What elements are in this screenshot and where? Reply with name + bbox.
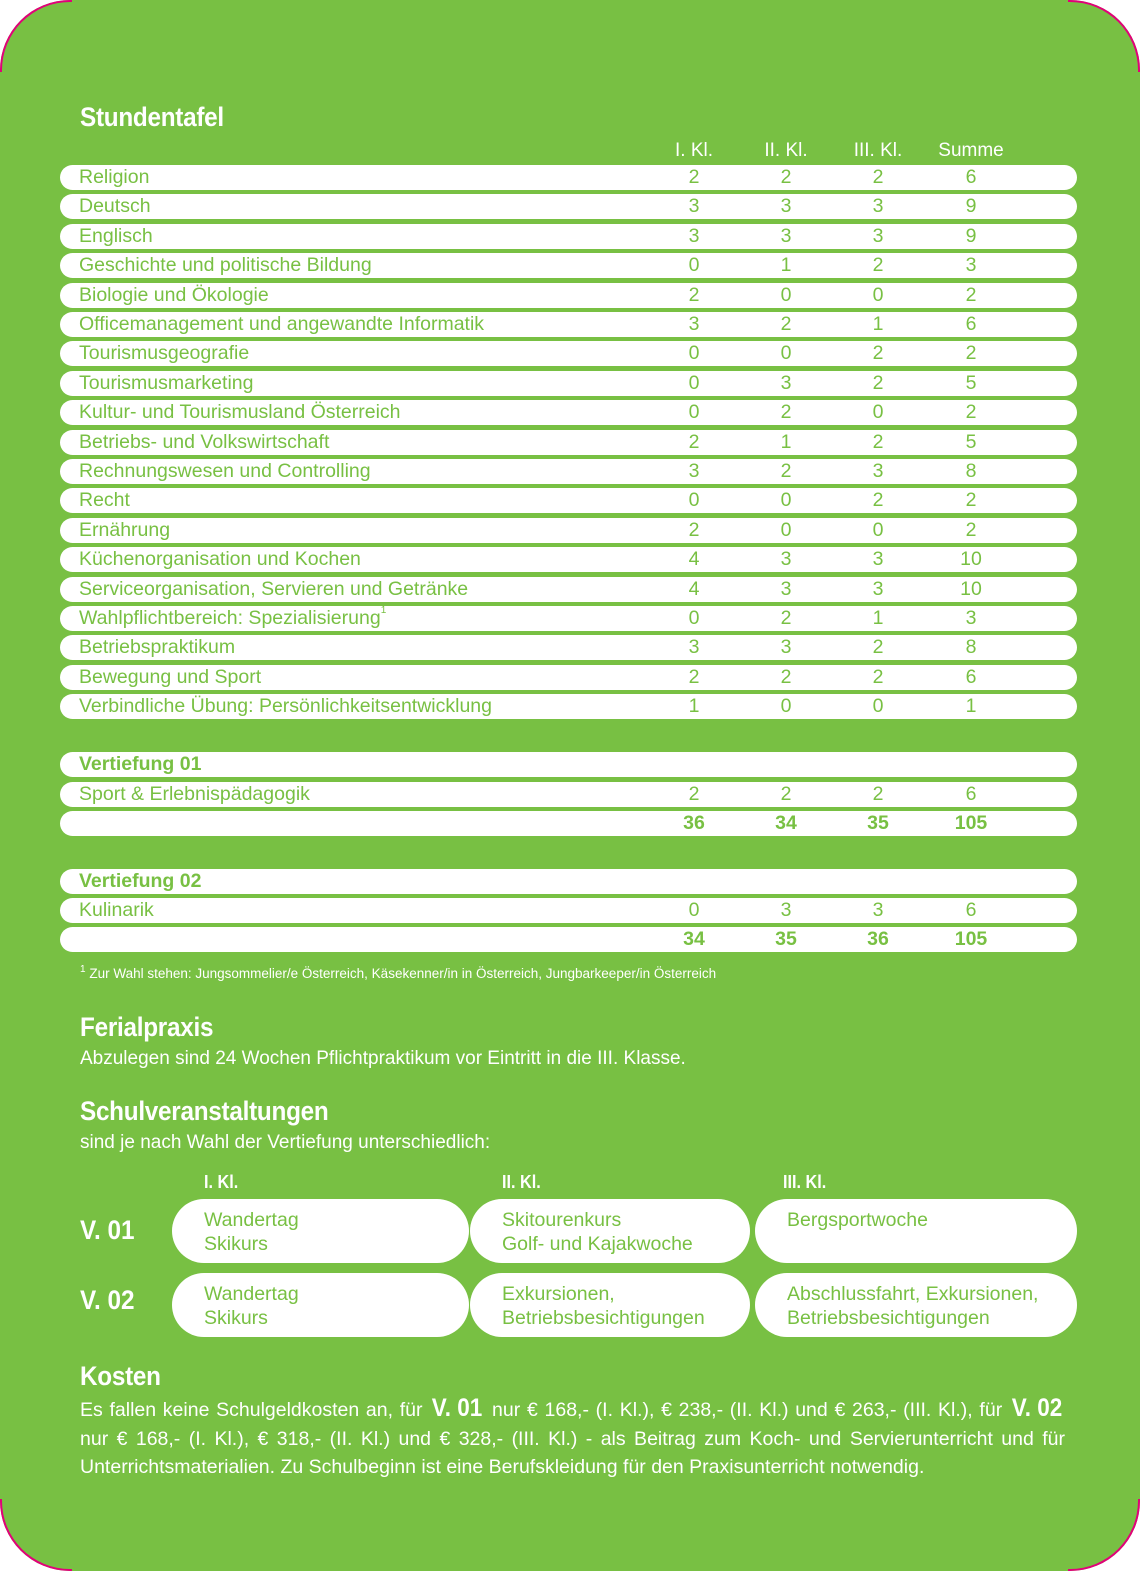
value-summe: 8 [965, 460, 977, 482]
kosten-text [80, 1394, 1065, 1482]
subject-name [79, 254, 372, 277]
table-row [60, 430, 1077, 455]
value-ii: 0 [780, 283, 792, 306]
table-row [60, 165, 1077, 190]
table-row [60, 400, 1077, 425]
value-summe: 2 [965, 489, 977, 512]
value-iii: 0 [872, 401, 884, 424]
event-cell [755, 1273, 1077, 1337]
event-cell [470, 1199, 750, 1263]
value-iii: 0 [872, 283, 884, 306]
value-iii: 2 [872, 783, 884, 805]
value-ii: 1 [780, 430, 792, 453]
value-summe: 1 [965, 695, 977, 718]
value-ii: 2 [780, 166, 792, 188]
events-column-i: I. Kl. [204, 1172, 239, 1192]
value-iii: 2 [872, 489, 884, 512]
total-summe: 105 [954, 812, 988, 834]
subject-name [79, 342, 249, 365]
value-ii: 2 [780, 313, 792, 335]
subject-name [79, 489, 130, 512]
event-line: Golf- und Kajakwoche [502, 1233, 693, 1255]
subject-name [79, 607, 386, 630]
event-cell [172, 1199, 469, 1263]
value-i: 2 [688, 665, 700, 688]
subject-name [79, 166, 149, 189]
value-i: 0 [688, 254, 700, 277]
vertiefung-02-title: Vertiefung 02 [79, 870, 202, 892]
value-ii: 2 [780, 460, 792, 482]
value-ii: 3 [780, 224, 792, 247]
value-summe: 6 [965, 783, 977, 805]
events-column-ii: II. Kl. [502, 1172, 541, 1192]
value-iii: 2 [872, 665, 884, 688]
value-summe: 10 [960, 577, 982, 600]
value-summe: 5 [965, 371, 977, 394]
event-line: Wandertag [204, 1283, 299, 1305]
table-row [60, 665, 1077, 690]
subject-name [79, 431, 329, 454]
value-ii: 2 [780, 665, 792, 688]
value-ii: 0 [780, 489, 792, 512]
value-summe: 6 [965, 313, 977, 335]
column-header-summe: Summe [938, 140, 1004, 161]
table-row [60, 253, 1077, 278]
ferialpraxis-text: Abzulegen sind 24 Wochen Pflichtpraktikum vor Eintritt in die III. Klasse. [80, 1048, 686, 1069]
subject-name: Sport & Erlebnispädagogik [79, 783, 310, 805]
value-i: 3 [688, 460, 700, 482]
subject-name [79, 636, 235, 659]
value-ii: 3 [780, 548, 792, 571]
value-iii: 0 [872, 695, 884, 718]
value-summe: 6 [965, 665, 977, 688]
value-i: 4 [688, 577, 700, 600]
value-i: 2 [688, 518, 700, 541]
value-i: 3 [688, 224, 700, 247]
subject-name [79, 519, 170, 542]
event-cell [470, 1273, 750, 1337]
value-iii: 2 [872, 430, 884, 453]
total-iii: 35 [867, 812, 889, 834]
value-iii: 2 [872, 166, 884, 188]
event-line: Betriebsbesichtigungen [502, 1307, 705, 1329]
value-i: 0 [688, 489, 700, 512]
subject-name [79, 666, 261, 689]
subject-name [79, 372, 253, 395]
footnote [80, 966, 716, 981]
total-ii: 35 [775, 928, 797, 950]
subject-name-text: Officemanagement und angewandte Informatik [79, 313, 485, 335]
total-i: 34 [683, 928, 705, 950]
value-i: 1 [688, 695, 700, 718]
stundentafel-title: Stundentafel [80, 102, 224, 132]
event-line: Skikurs [204, 1307, 268, 1329]
event-line: Skikurs [204, 1233, 268, 1255]
footnote-ref: 1 [380, 605, 387, 616]
value-i: 0 [688, 371, 700, 394]
footnote-mark: 1 [80, 964, 86, 975]
value-ii: 2 [780, 401, 792, 424]
table-row [60, 488, 1077, 513]
value-i: 0 [688, 899, 700, 921]
value-ii: 3 [780, 577, 792, 600]
corner-mark [1068, 1499, 1140, 1571]
event-line: Bergsportwoche [787, 1209, 928, 1231]
subject-name-text: Wahlpflichtbereich: Spezialisierung [79, 607, 381, 629]
event-cell [172, 1273, 469, 1337]
event-line: Betriebsbesichtigungen [787, 1307, 990, 1329]
value-i: 2 [688, 283, 700, 306]
value-iii: 2 [872, 254, 884, 277]
totals-row [60, 927, 1077, 952]
table-row [60, 694, 1077, 719]
value-iii: 3 [872, 577, 884, 600]
subject-name-text: Rechnungswesen und Controlling [79, 460, 371, 482]
value-iii: 3 [872, 195, 884, 218]
value-summe: 2 [965, 518, 977, 541]
v02-label: V. 02 [80, 1285, 135, 1315]
ferialpraxis-title: Ferialpraxis [80, 1012, 214, 1042]
table-row [60, 194, 1077, 219]
event-line: Wandertag [204, 1209, 299, 1231]
column-header-ii: II. Kl. [764, 140, 808, 161]
value-summe: 9 [965, 224, 977, 247]
footnote-text: Zur Wahl stehen: Jungsommelier/e Österreich, Käsekenner/in in Österreich, Jungbarkeeper/in Österreich [89, 966, 717, 981]
value-iii: 2 [872, 342, 884, 365]
value-iii: 3 [872, 460, 884, 482]
subject-name-text: Religion [79, 166, 150, 188]
event-line: Abschlussfahrt, Exkursionen, [787, 1283, 1039, 1305]
events-column-iii: III. Kl. [783, 1172, 827, 1192]
value-ii: 0 [780, 342, 792, 365]
value-ii: 1 [780, 254, 792, 277]
value-ii: 3 [780, 371, 792, 394]
value-summe: 10 [960, 548, 982, 571]
value-summe: 5 [965, 430, 977, 453]
event-cell [755, 1199, 1077, 1263]
subject-name [79, 401, 401, 424]
subject-name [79, 695, 492, 718]
value-i: 0 [688, 401, 700, 424]
total-ii: 34 [775, 812, 797, 834]
subject-name-text: Serviceorganisation, Servieren und Getränke [79, 577, 469, 600]
value-i: 3 [688, 195, 700, 218]
table-row [60, 459, 1077, 484]
value-i: 3 [688, 636, 700, 659]
event-line: Exkursionen, [502, 1283, 615, 1305]
value-summe: 2 [965, 342, 977, 365]
table-row [60, 547, 1077, 572]
schulveranstaltungen-title: Schulveranstaltungen [80, 1096, 329, 1126]
subject-name [79, 578, 468, 601]
column-header-iii: III. Kl. [853, 140, 903, 161]
value-summe: 2 [965, 401, 977, 424]
total-summe: 105 [954, 928, 988, 950]
value-summe: 8 [965, 636, 977, 659]
subject-name [79, 195, 151, 218]
table-row [60, 224, 1077, 249]
value-iii: 3 [872, 899, 884, 921]
value-summe: 3 [965, 607, 977, 629]
subject-name-text: Betriebspraktikum [79, 636, 236, 659]
total-iii: 36 [867, 928, 889, 950]
subject-name-text: Biologie und Ökologie [79, 283, 269, 306]
value-summe: 2 [965, 283, 977, 306]
value-iii: 3 [872, 548, 884, 571]
value-i: 4 [688, 548, 700, 571]
value-ii: 0 [780, 695, 792, 718]
kosten-title: Kosten [80, 1361, 161, 1391]
subject-name-text: Tourismusgeografie [79, 342, 250, 365]
value-iii: 0 [872, 518, 884, 541]
table-row [60, 577, 1077, 602]
event-line: Skitourenkurs [502, 1209, 622, 1231]
subject-name-text: Kultur- und Tourismusland Österreich [79, 401, 401, 424]
value-i: 0 [688, 607, 700, 629]
value-iii: 1 [872, 607, 884, 629]
value-iii: 2 [872, 371, 884, 394]
subject-name-text: Tourismusmarketing [79, 371, 254, 394]
value-iii: 3 [872, 224, 884, 247]
corner-mark [0, 1499, 72, 1571]
value-i: 2 [688, 430, 700, 453]
subject-name [79, 313, 484, 336]
subject-name-text: Bewegung und Sport [79, 665, 262, 688]
value-ii: 0 [780, 518, 792, 541]
subject-name-text: Deutsch [79, 195, 151, 218]
value-ii: 2 [780, 783, 792, 805]
table-row [60, 635, 1077, 660]
subject-name [79, 284, 269, 307]
table-row [60, 283, 1077, 308]
subject-name [79, 460, 371, 483]
total-i: 36 [683, 812, 705, 834]
subject-name: Kulinarik [79, 899, 154, 921]
kosten-v02: V. 02 [1011, 1394, 1063, 1422]
table-row [60, 312, 1077, 337]
table-row [60, 898, 1077, 923]
vertiefung-02-header [60, 869, 1077, 894]
subject-name [79, 548, 361, 571]
table-row [60, 341, 1077, 366]
kosten-text-3: nur € 168,- (I. Kl.), € 318,- (II. Kl.) und € 328,- (III. Kl.) - als Beitrag zum Koch- und Servierunterricht und für Unterrichtsmaterialien. Zu Schulbeginn ist eine Berufskleidung für den Praxisunterricht notwendig. [80, 1427, 1065, 1478]
table-row [60, 782, 1077, 807]
vertiefung-01-header [60, 752, 1077, 777]
schulveranstaltungen-subtitle: sind je nach Wahl der Vertiefung unterschiedlich: [80, 1132, 491, 1153]
subject-name-text: Geschichte und politische Bildung [79, 254, 372, 277]
value-i: 2 [688, 166, 700, 188]
value-ii: 2 [780, 607, 792, 629]
column-header-i: I. Kl. [674, 140, 713, 161]
value-summe: 3 [965, 254, 977, 277]
value-summe: 6 [965, 166, 977, 188]
value-summe: 6 [965, 899, 977, 921]
kosten-text-2: nur € 168,- (I. Kl.), € 238,- (II. Kl.) und € 263,- (III. Kl.), für [492, 1399, 1003, 1421]
value-i: 0 [688, 342, 700, 365]
subject-name-text: Recht [79, 489, 130, 512]
subject-name-text: Küchenorganisation und Kochen [79, 548, 361, 571]
kosten-text-1: Es fallen keine Schulgeldkosten an, für [80, 1399, 423, 1421]
subject-name-text: Englisch [79, 224, 153, 247]
value-ii: 3 [780, 195, 792, 218]
subject-name-text: Ernährung [79, 518, 171, 541]
table-row [60, 606, 1077, 631]
corner-mark [0, 0, 72, 72]
subject-name [79, 225, 153, 248]
vertiefung-01-title: Vertiefung 01 [79, 753, 202, 775]
kosten-v01: V. 01 [432, 1394, 483, 1422]
value-ii: 3 [780, 899, 792, 921]
subject-name-text: Verbindliche Übung: Persönlichkeitsentwicklung [79, 695, 492, 718]
table-row [60, 518, 1077, 543]
totals-row [60, 811, 1077, 836]
corner-mark [1068, 0, 1140, 72]
value-iii: 1 [872, 313, 884, 335]
subject-name-text: Betriebs- und Volkswirtschaft [79, 430, 330, 453]
v01-label: V. 01 [80, 1215, 135, 1245]
value-i: 3 [688, 313, 700, 335]
value-summe: 9 [965, 195, 977, 218]
value-i: 2 [688, 783, 700, 805]
value-ii: 3 [780, 636, 792, 659]
value-iii: 2 [872, 636, 884, 659]
table-row [60, 371, 1077, 396]
